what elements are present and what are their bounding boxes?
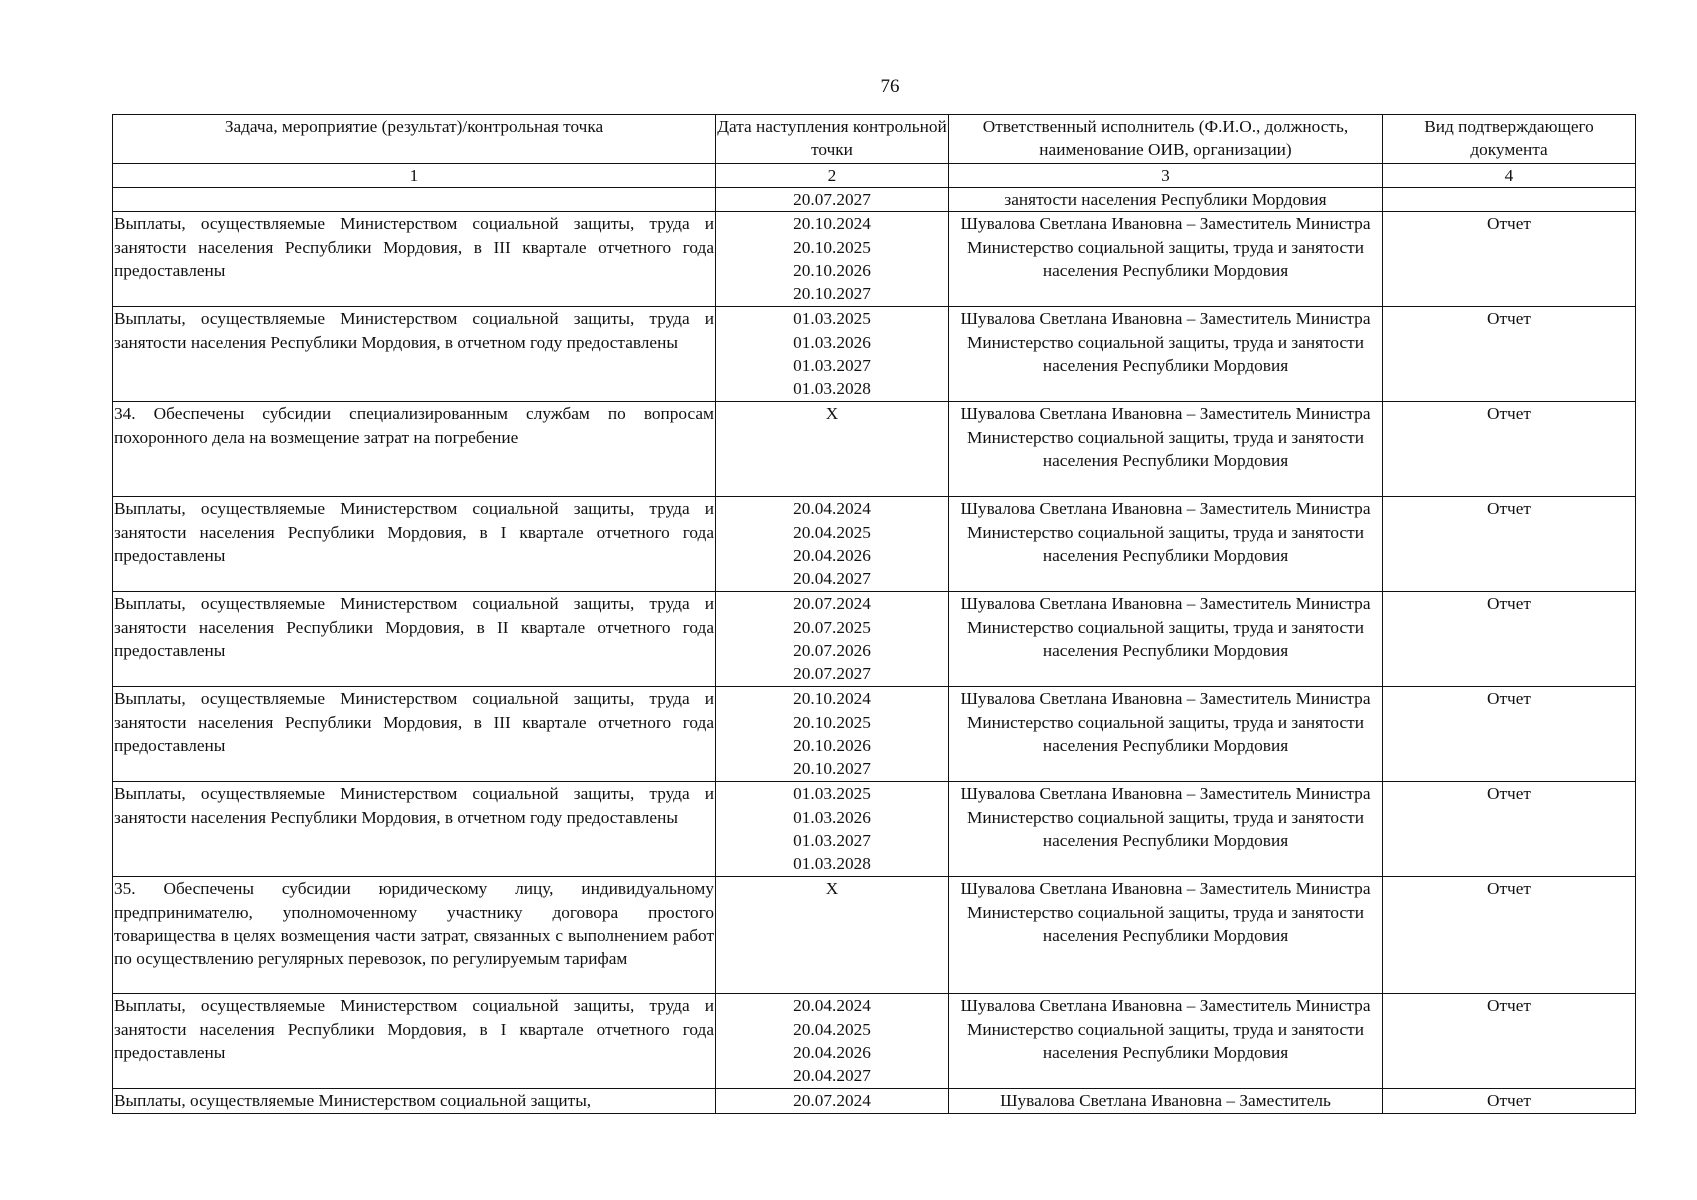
control-date: 20.04.2027 <box>793 569 871 589</box>
control-date: 20.04.2025 <box>793 522 871 542</box>
control-date: 20.10.2026 <box>793 260 871 280</box>
responsible-person: Шувалова Светлана Ивановна – Заместитель Министра <box>960 996 1371 1016</box>
responsible-cell <box>949 877 1383 994</box>
header-row <box>113 115 1636 164</box>
control-date: 20.10.2027 <box>793 759 871 779</box>
continuation-responsible: занятости населения Республики Мордовия <box>949 188 1383 212</box>
document-type-cell: Отчет <box>1383 212 1636 307</box>
date-cell <box>716 307 949 402</box>
continuation-row <box>113 188 1636 212</box>
header-document: Вид подтверждающего документа <box>1383 115 1636 164</box>
responsible-organization: Министерство социальной защиты, труда и занятости населения Республики Мордовия <box>967 1019 1364 1062</box>
control-date: 20.04.2027 <box>793 1066 871 1086</box>
document-type-cell: Отчет <box>1383 497 1636 592</box>
control-date: 20.07.2027 <box>793 664 871 684</box>
responsible-cell <box>949 782 1383 877</box>
responsible-person: Шувалова Светлана Ивановна – Заместитель <box>1000 1091 1331 1111</box>
responsible-cell <box>949 402 1383 497</box>
header-date: Дата наступления контрольной точки <box>716 115 949 164</box>
control-date: 01.03.2027 <box>793 830 871 850</box>
col-number-1: 1 <box>113 164 716 188</box>
table-row <box>113 877 1636 994</box>
document-type-cell: Отчет <box>1383 402 1636 497</box>
responsible-person: Шувалова Светлана Ивановна – Заместитель Министра <box>960 404 1371 424</box>
control-date: 20.04.2024 <box>793 996 871 1016</box>
col-number-2: 2 <box>716 164 949 188</box>
task-cell: Выплаты, осуществляемые Министерством социальной защиты, <box>113 1089 716 1113</box>
document-type-cell: Отчет <box>1383 592 1636 687</box>
task-cell: Выплаты, осуществляемые Министерством социальной защиты, труда и занятости населения Республики Мордовия, в III квартале отчетного года предоставлены <box>113 687 716 782</box>
responsible-cell <box>949 497 1383 592</box>
continuation-task <box>113 188 716 212</box>
responsible-organization: Министерство социальной защиты, труда и занятости населения Республики Мордовия <box>967 237 1364 280</box>
control-points-table <box>112 114 1636 1114</box>
responsible-organization: Министерство социальной защиты, труда и занятости населения Республики Мордовия <box>967 712 1364 755</box>
control-date: 20.07.2025 <box>793 617 871 637</box>
responsible-organization: Министерство социальной защиты, труда и занятости населения Республики Мордовия <box>967 332 1364 375</box>
document-type-cell: Отчет <box>1383 1089 1636 1113</box>
document-type-cell: Отчет <box>1383 877 1636 994</box>
control-date: 20.10.2025 <box>793 237 871 257</box>
responsible-cell <box>949 994 1383 1089</box>
control-date: 01.03.2028 <box>793 379 871 399</box>
table-row <box>113 402 1636 497</box>
header-responsible: Ответственный исполнитель (Ф.И.О., должность, наименование ОИВ, организации) <box>949 115 1383 164</box>
control-date: X <box>825 879 839 899</box>
page-number: 76 <box>880 76 900 97</box>
control-date: 20.10.2026 <box>793 735 871 755</box>
date-cell <box>716 402 949 497</box>
responsible-cell <box>949 307 1383 402</box>
control-date: 01.03.2025 <box>793 309 871 329</box>
responsible-cell <box>949 592 1383 687</box>
control-date: 20.07.2026 <box>793 640 871 660</box>
responsible-person: Шувалова Светлана Ивановна – Заместитель Министра <box>960 594 1371 614</box>
date-cell <box>716 782 949 877</box>
col-number-3: 3 <box>949 164 1383 188</box>
responsible-person: Шувалова Светлана Ивановна – Заместитель Министра <box>960 309 1371 329</box>
responsible-cell <box>949 1089 1383 1113</box>
date-cell <box>716 877 949 994</box>
responsible-person: Шувалова Светлана Ивановна – Заместитель Министра <box>960 784 1371 804</box>
task-cell: Выплаты, осуществляемые Министерством социальной защиты, труда и занятости населения Республики Мордовия, в отчетном году предоставлены <box>113 782 716 877</box>
responsible-person: Шувалова Светлана Ивановна – Заместитель Министра <box>960 499 1371 519</box>
control-date: 20.07.2024 <box>793 594 871 614</box>
header-task: Задача, мероприятие (результат)/контрольная точка <box>113 115 716 164</box>
date-cell <box>716 212 949 307</box>
control-date: 20.10.2027 <box>793 284 871 304</box>
responsible-organization: Министерство социальной защиты, труда и занятости населения Республики Мордовия <box>967 522 1364 565</box>
table-row <box>113 687 1636 782</box>
control-date: 01.03.2025 <box>793 784 871 804</box>
task-cell: Выплаты, осуществляемые Министерством социальной защиты, труда и занятости населения Республики Мордовия, в III квартале отчетного года предоставлены <box>113 212 716 307</box>
responsible-organization: Министерство социальной защиты, труда и занятости населения Республики Мордовия <box>967 902 1364 945</box>
responsible-organization: Министерство социальной защиты, труда и занятости населения Республики Мордовия <box>967 427 1364 470</box>
document-type-cell: Отчет <box>1383 687 1636 782</box>
table-row <box>113 212 1636 307</box>
date-cell <box>716 497 949 592</box>
control-date: 20.10.2024 <box>793 689 871 709</box>
task-cell: Выплаты, осуществляемые Министерством социальной защиты, труда и занятости населения Республики Мордовия, в II квартале отчетного года предоставлены <box>113 592 716 687</box>
control-date: 01.03.2027 <box>793 355 871 375</box>
column-number-row <box>113 164 1636 188</box>
responsible-organization: Министерство социальной защиты, труда и занятости населения Республики Мордовия <box>967 807 1364 850</box>
responsible-person: Шувалова Светлана Ивановна – Заместитель Министра <box>960 689 1371 709</box>
control-date: 20.10.2025 <box>793 712 871 732</box>
control-date: X <box>825 404 839 424</box>
table-row <box>113 307 1636 402</box>
responsible-person: Шувалова Светлана Ивановна – Заместитель Министра <box>960 214 1371 234</box>
control-date: 01.03.2026 <box>793 807 871 827</box>
table-row <box>113 782 1636 877</box>
task-cell: Выплаты, осуществляемые Министерством социальной защиты, труда и занятости населения Республики Мордовия, в I квартале отчетного года предоставлены <box>113 994 716 1089</box>
continuation-document <box>1383 188 1636 212</box>
table-row <box>113 497 1636 592</box>
responsible-cell <box>949 687 1383 782</box>
document-type-cell: Отчет <box>1383 307 1636 402</box>
task-cell: Выплаты, осуществляемые Министерством социальной защиты, труда и занятости населения Республики Мордовия, в отчетном году предоставлены <box>113 307 716 402</box>
control-date: 20.04.2026 <box>793 545 871 565</box>
document-type-cell: Отчет <box>1383 782 1636 877</box>
date-cell <box>716 1089 949 1113</box>
date-cell <box>716 592 949 687</box>
task-cell: 35. Обеспечены субсидии юридическому лицу, индивидуальному предпринимателю, уполномоченному участнику договора простого товарищества в целях возмещения части затрат, связанных с выполнением работ по осуществлению регулярных перевозок, по регулируемым тарифам <box>113 877 716 994</box>
col-number-4: 4 <box>1383 164 1636 188</box>
task-cell: Выплаты, осуществляемые Министерством социальной защиты, труда и занятости населения Республики Мордовия, в I квартале отчетного года предоставлены <box>113 497 716 592</box>
control-date: 20.07.2024 <box>793 1091 871 1111</box>
document-type-cell: Отчет <box>1383 994 1636 1089</box>
control-date: 01.03.2026 <box>793 332 871 352</box>
responsible-person: Шувалова Светлана Ивановна – Заместитель Министра <box>960 879 1371 899</box>
date-cell <box>716 994 949 1089</box>
table-row <box>113 592 1636 687</box>
task-cell: 34. Обеспечены субсидии специализированным службам по вопросам похоронного дела на возмещение затрат на погребение <box>113 402 716 497</box>
continuation-date: 20.07.2027 <box>716 188 949 212</box>
control-date: 20.04.2024 <box>793 499 871 519</box>
date-cell <box>716 687 949 782</box>
table-row <box>113 1089 1636 1113</box>
control-date: 20.04.2025 <box>793 1019 871 1039</box>
responsible-cell <box>949 212 1383 307</box>
table-row <box>113 994 1636 1089</box>
control-date: 01.03.2028 <box>793 854 871 874</box>
control-date: 20.10.2024 <box>793 214 871 234</box>
responsible-organization: Министерство социальной защиты, труда и занятости населения Республики Мордовия <box>967 617 1364 660</box>
control-date: 20.04.2026 <box>793 1042 871 1062</box>
